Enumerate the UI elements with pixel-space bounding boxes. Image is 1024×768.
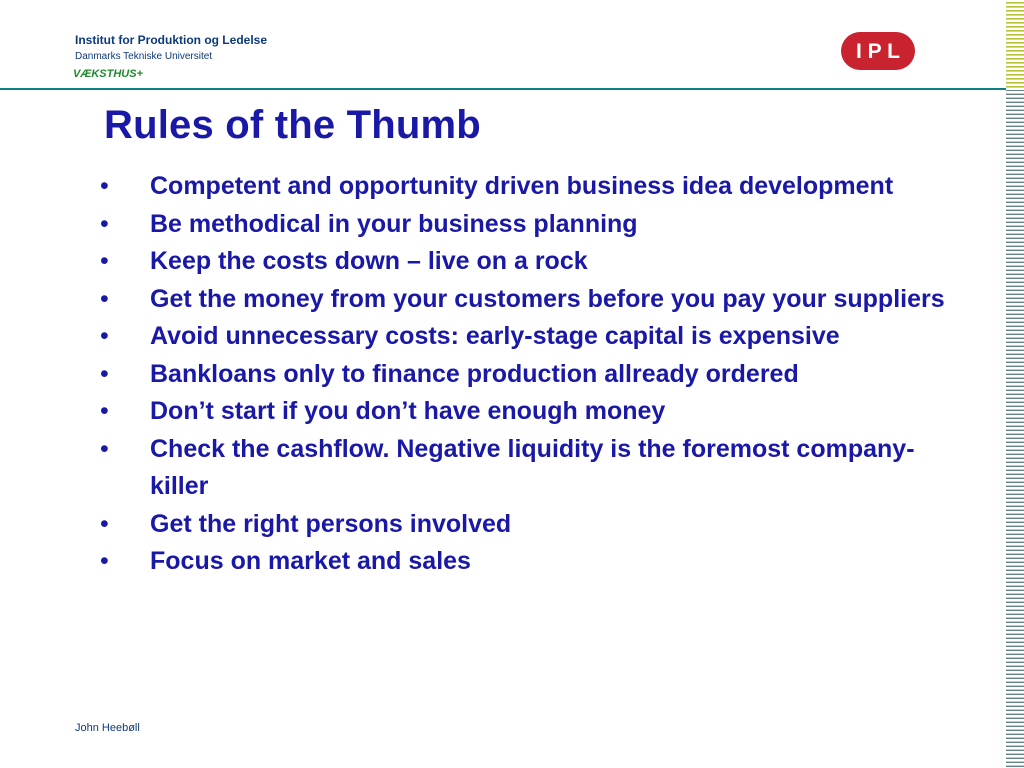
bullet-item [100,318,950,356]
bullet-text: Bankloans only to finance production allready ordered [150,359,799,388]
bullet-text: Get the money from your customers before you pay your suppliers [150,284,945,313]
bullet-text: Avoid unnecessary costs: early-stage capital is expensive [150,322,840,350]
bullet-list [100,168,950,581]
bullet-item [100,168,950,206]
bullet-marker: • [100,247,109,275]
bullet-text: Don’t start if you don’t have enough money [150,397,666,425]
decorative-stripe-accent [1006,0,1024,90]
bullet-marker: • [100,359,109,388]
bullet-marker: • [100,434,109,463]
ipl-logo-text: I P L [856,40,900,63]
bullet-text: Competent and opportunity driven business idea development [150,172,894,200]
bullet-marker: • [100,397,109,425]
bullet-item [100,506,950,544]
bullet-item [100,206,950,244]
bullet-text: Be methodical in your business planning [150,209,638,238]
bullet-text: Focus on market and sales [150,547,471,575]
bullet-text: Keep the costs down – live on a rock [150,247,588,275]
bullet-item [100,243,950,281]
header-divider [0,88,1006,90]
bullet-marker: • [100,547,109,575]
bullet-marker: • [100,284,109,313]
bullet-text: Get the right persons involved [150,509,512,538]
university-name: Danmarks Tekniske Universitet [75,51,213,62]
bullet-marker: • [100,322,109,350]
bullet-marker: • [100,172,109,200]
ipl-logo [840,31,916,71]
bullet-item [100,431,950,506]
bullet-item [100,281,950,319]
slide-title: Rules of the Thumb [104,103,481,147]
bullet-item [100,543,950,581]
institute-name: Institut for Produktion og Ledelse [75,33,267,47]
bullet-marker: • [100,209,109,238]
program-name: VÆKSTHUS+ [73,68,143,80]
footer-author: John Heebøll [75,722,140,734]
bullet-item [100,393,950,431]
decorative-stripe-band [1006,0,1024,768]
bullet-text: Check the cashflow. Negative liquidity is the foremost company-killer [150,434,915,500]
bullet-item [100,356,950,394]
bullet-marker: • [100,509,109,538]
